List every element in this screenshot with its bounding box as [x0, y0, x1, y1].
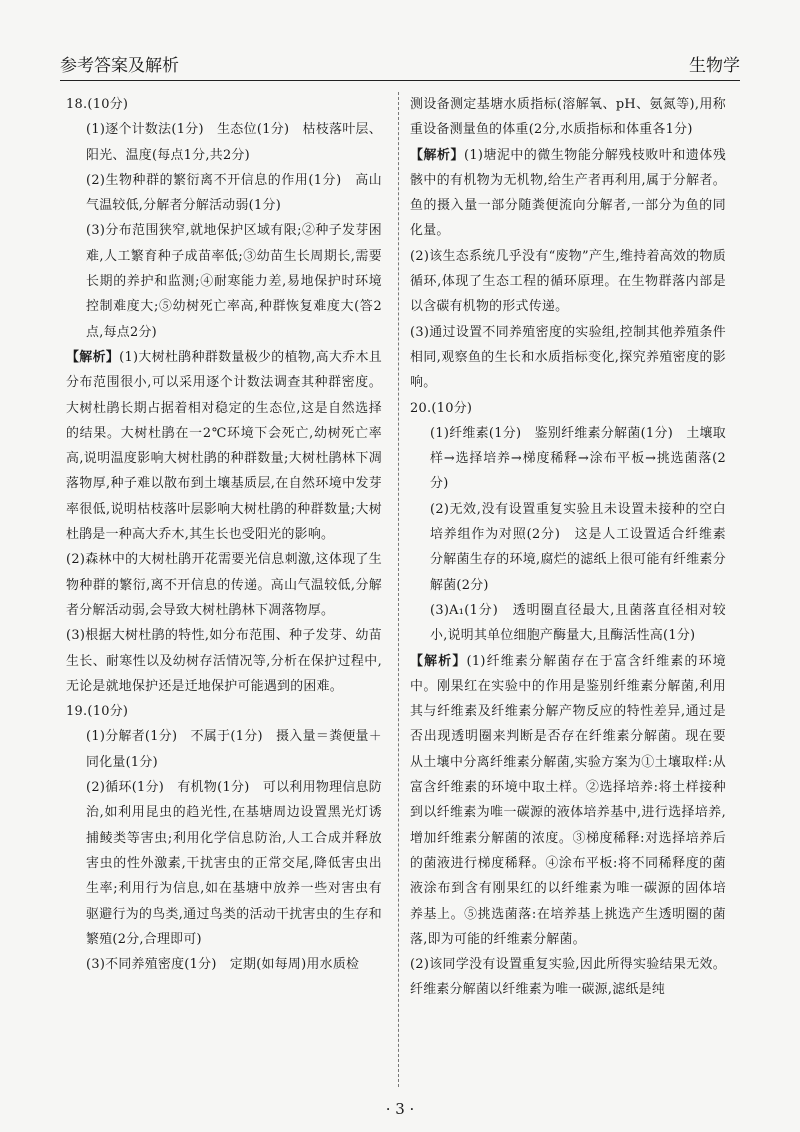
- q18-answer-2: (2)生物种群的繁衍离不开信息的作用(1分) 高山气温较低,分解者分解活动弱(1分): [86, 172, 382, 214]
- header-title: 参考答案及解析: [60, 56, 179, 76]
- analysis-tag: 【解析】: [410, 147, 464, 163]
- page-header: [60, 48, 740, 81]
- left-column: [66, 92, 382, 977]
- q19-answer-3: (3)不同养殖密度(1分) 定期(如每周)用水质检: [86, 957, 360, 973]
- q20-analysis-1: [410, 649, 726, 953]
- right-column: [410, 92, 726, 1003]
- q20-answer-2: (2)无效,没有设置重复实验且未设置未接种的空白培养组作为对照(2分) 这是人工设置适合纤维素分解菌生存的环境,腐烂的滤纸上很可能有纤维素分解菌(2分): [430, 501, 726, 593]
- question-18-heading: 18.(10分): [66, 97, 129, 112]
- q20-answer-3: (3)A₁(1分) 透明圈直径最大,且菌落直径相对较小,说明其单位细胞产酶量大,且酶活性高(1分): [430, 602, 726, 644]
- q19-answer-3-continued: 测设备测定基塘水质指标(溶解氧、pH、氨氮等),用称重设备测量鱼的体重(2分,水质指标和体重各1分): [410, 97, 726, 138]
- q20-analysis-2: (2)该同学没有设置重复实验,因此所得实验结果无效。纤维素分解菌以纤维素为唯一碳源,滤纸是纯: [410, 957, 726, 998]
- analysis-tag: 【解析】: [66, 349, 120, 365]
- q18-analysis-1-text: (1)大树杜鹃种群数量极少的植物,高大乔木且分布范围很小,可以采用逐个计数法调查其种群密度。大树杜鹃长期占据着相对稳定的生态位,这是自然选择的结果。大树杜鹃在一2℃环境下会死亡,幼树死亡率高,说明温度影响大树杜鹃的种群数量;大树杜鹃林下凋落物厚,种子难以散布到土壤基质层,在自然环境中发芽率很低,说明枯枝落叶层影响大树杜鹃的种群数量;大树杜鹃是一种高大乔木,其生长也受阳光的影响。: [66, 349, 382, 543]
- q18-analysis-1: [66, 345, 382, 547]
- q19-analysis-3: (3)通过设置不同养殖密度的实验组,控制其他养殖条件相同,观察鱼的生长和水质指标变化,探究养殖密度的影响。: [410, 324, 726, 391]
- q18-analysis-3: (3)根据大树杜鹃的特性,如分布范围、种子发芽、幼苗生长、耐寒性以及幼树存活情况等,分析在保护过程中,无论是就地保护还是迁地保护可能遇到的困难。: [66, 628, 382, 694]
- analysis-tag: 【解析】: [410, 653, 467, 669]
- q20-answer-1: (1)纤维素(1分) 鉴别纤维素分解菌(1分) 土壤取样→选择培养→梯度稀释→涂布平板→挑选菌落(2分): [430, 425, 726, 492]
- q19-analysis-2: (2)该生态系统几乎没有“废物”产生,维持着高效的物质循环,体现了生态工程的循环原理。在生物群落内部是以含碳有机物的形式传递。: [410, 248, 726, 315]
- q18-answer-3: (3)分布范围狭窄,就地保护区域有限;②种子发芽困难,人工繁育种子成苗率低;③幼苗生长周期长,需要长期的养护和监测;④耐寒能力差,易地保护时环境控制难度大;⑤幼树死亡率高,种群恢复难度大(答2点,每点2分): [86, 223, 382, 340]
- q20-analysis-1-text: (1)纤维素分解菌存在于富含纤维素的环境中。刚果红在实验中的作用是鉴别纤维素分解菌,利用其与纤维素及纤维素分解产物反应的特性差异,通过是否出现透明圈来判断是否存在纤维素分解菌。现在要从土壤中分离纤维素分解菌,实验方案为①土壤取样:从富含纤维素的环境中取土样。②选择培养:将土样接种到以纤维素为唯一碳源的液体培养基中,进行选择培养,增加纤维素分解菌的浓度。③梯度稀释:对选择培养后的菌液进行梯度稀释。④涂布平板:将不同稀释度的菌液涂布到含有刚果红的以纤维素为唯一碳源的固体培养基上。⑤挑选菌落:在培养基上挑选产生透明圈的菌落,即为可能的纤维素分解菌。: [410, 653, 726, 947]
- q19-analysis-1: [410, 143, 726, 244]
- question-20-heading: 20.(10分): [410, 400, 473, 416]
- column-divider: [398, 92, 399, 1087]
- q19-answer-2: (2)循环(1分) 有机物(1分) 可以利用物理信息防治,如利用昆虫的趋光性,在基塘周边设置黑光灯诱捕鲮类等害虫;利用化学信息防治,人工合成并释放害虫的性外激素,干扰害虫的正常交尾,降低害虫出生率;利用行为信息,如在基塘中放养一些对害虫有驱避行为的鸟类,通过鸟类的活动干扰害虫的生存和繁殖(2分,合理即可): [86, 780, 382, 947]
- page-number: · 3 ·: [385, 1100, 415, 1118]
- q18-answer-1: (1)逐个计数法(1分) 生态位(1分) 枯枝落叶层、阳光、温度(每点1分,共2分): [86, 122, 382, 163]
- question-19-heading: 19.(10分): [66, 704, 129, 720]
- q19-answer-1: (1)分解者(1分) 不属于(1分) 摄入量＝粪便量＋同化量(1分): [86, 729, 382, 770]
- q18-analysis-2: (2)森林中的大树杜鹃开花需要光信息刺激,这体现了生物种群的繁衍,离不开信息的传递。高山气温较低,分解者分解活动弱,会导致大树杜鹃林下凋落物厚。: [66, 552, 382, 618]
- q19-analysis-1-text: (1)塘泥中的微生物能分解残枝败叶和遗体残骸中的有机物为无机物,给生产者再利用,属于分解者。鱼的摄入量一部分随粪便流向分解者,一部分为鱼的同化量。: [410, 147, 727, 239]
- header-subject: 生物学: [689, 56, 740, 76]
